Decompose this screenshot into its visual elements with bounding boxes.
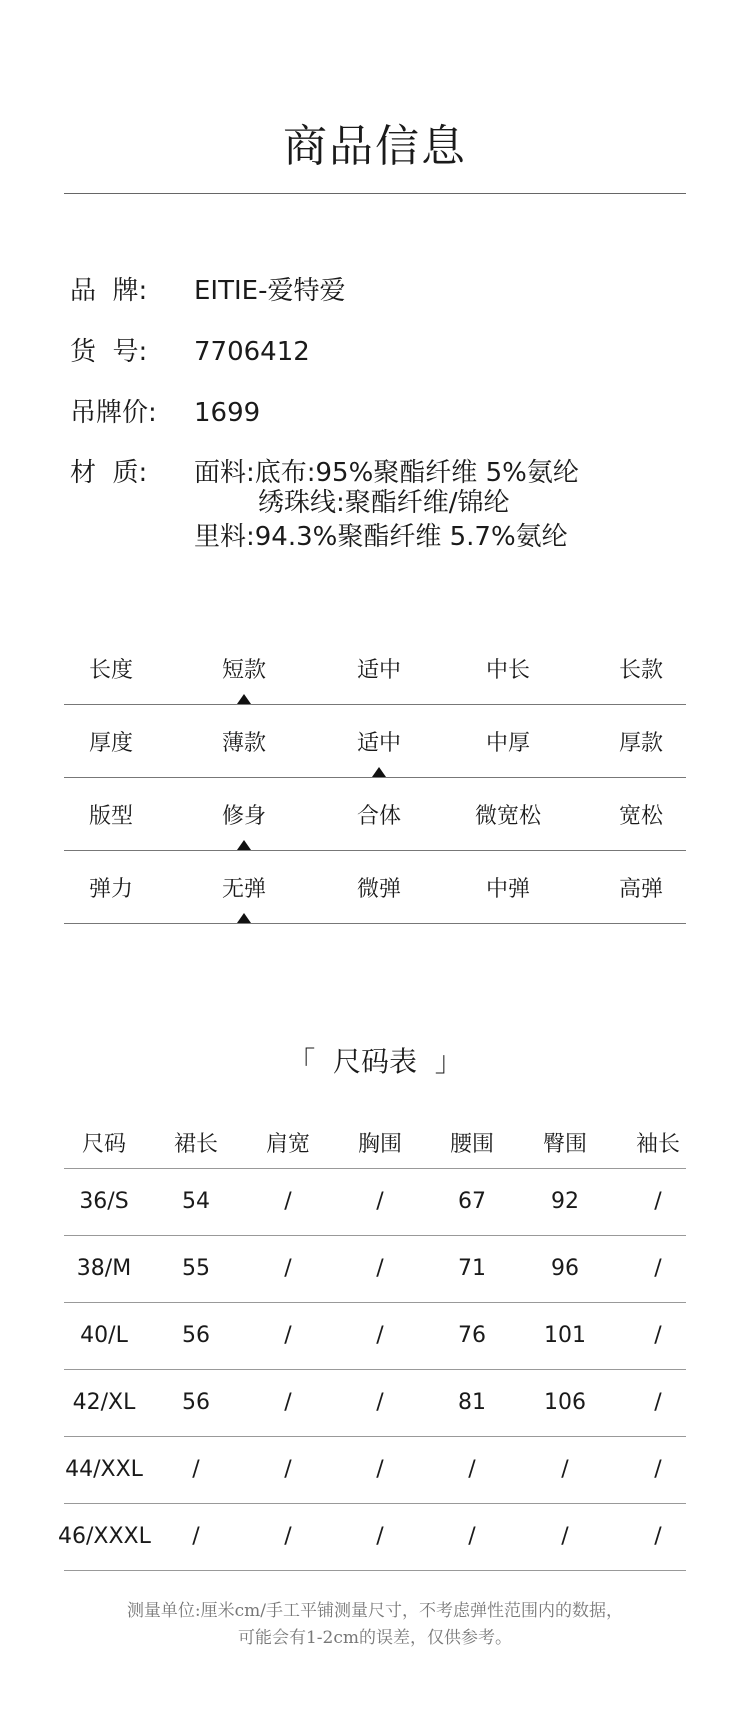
- table-cell: /: [376, 1323, 384, 1348]
- table-cell: 46/XXXL: [58, 1524, 151, 1549]
- table-cell: 56: [182, 1390, 210, 1415]
- size-header-cell: 袖长: [635, 1132, 680, 1157]
- table-row: [64, 1235, 686, 1303]
- table-cell: 36/S: [79, 1189, 129, 1214]
- table-cell: 55: [182, 1256, 210, 1281]
- table-cell: 76: [458, 1323, 486, 1348]
- attribute-option: 长款: [618, 658, 663, 683]
- selected-marker-icon: [237, 694, 251, 704]
- table-cell: /: [376, 1457, 384, 1482]
- price-label: 吊牌价:: [70, 398, 157, 428]
- brand-value: EITIE-爱特爱: [194, 276, 346, 306]
- attribute-option: 高弹: [618, 877, 663, 902]
- size-header-cell: 臀围: [542, 1132, 587, 1157]
- attribute-option: 中厚: [485, 731, 530, 756]
- attribute-row: [64, 704, 686, 778]
- table-cell: /: [284, 1189, 292, 1214]
- table-cell: /: [561, 1457, 569, 1482]
- table-cell: /: [654, 1323, 662, 1348]
- table-cell: /: [192, 1457, 200, 1482]
- attribute-label: 厚度: [88, 731, 133, 756]
- table-cell: 67: [458, 1189, 486, 1214]
- attribute-option: 修身: [221, 804, 266, 829]
- table-cell: 42/XL: [72, 1390, 136, 1415]
- attribute-option: 微宽松: [474, 804, 541, 829]
- title-divider: [64, 193, 686, 194]
- attribute-option: 中长: [485, 658, 530, 683]
- table-row: [58, 1503, 686, 1571]
- size-table-title: 「 尺码表 」: [287, 1045, 463, 1078]
- size-header-cell: 腰围: [449, 1132, 494, 1157]
- selected-marker-icon: [372, 767, 386, 777]
- attribute-option: 适中: [356, 731, 401, 756]
- table-row: [64, 1168, 686, 1236]
- sku-value: 7706412: [194, 337, 310, 367]
- measurement-note-line-2: 可能会有1-2cm的误差，仅供参考。: [237, 1628, 513, 1648]
- attribute-option: 薄款: [221, 731, 266, 756]
- attribute-row: [64, 777, 686, 851]
- table-cell: 54: [182, 1189, 210, 1214]
- table-cell: /: [654, 1390, 662, 1415]
- size-table-header: [64, 1127, 686, 1167]
- attribute-option: 合体: [356, 804, 401, 829]
- material-label: 材 质:: [70, 458, 148, 488]
- size-header-cell: 裙长: [173, 1132, 218, 1157]
- attribute-option: 中弹: [485, 877, 530, 902]
- table-row: [64, 1436, 686, 1504]
- table-cell: 96: [551, 1256, 579, 1281]
- table-cell: 101: [544, 1323, 586, 1348]
- material-line-2: 绣珠线:聚酯纤维/锦纶: [258, 488, 510, 518]
- table-cell: /: [561, 1524, 569, 1549]
- table-cell: /: [468, 1457, 476, 1482]
- table-cell: /: [376, 1256, 384, 1281]
- table-cell: /: [376, 1189, 384, 1214]
- selected-marker-icon: [237, 913, 251, 923]
- table-cell: /: [654, 1189, 662, 1214]
- table-cell: /: [376, 1524, 384, 1549]
- attribute-label: 版型: [88, 804, 133, 829]
- table-cell: 56: [182, 1323, 210, 1348]
- table-bottom-rule: [64, 1570, 686, 1571]
- size-header-cell: 肩宽: [265, 1132, 310, 1157]
- table-cell: 92: [551, 1189, 579, 1214]
- table-cell: /: [654, 1256, 662, 1281]
- table-cell: /: [284, 1256, 292, 1281]
- table-cell: 38/M: [76, 1256, 132, 1281]
- material-line-3: 里料:94.3%聚酯纤维 5.7%氨纶: [194, 522, 568, 552]
- price-value: 1699: [194, 398, 261, 428]
- selected-marker-icon: [237, 840, 251, 850]
- table-cell: /: [654, 1457, 662, 1482]
- table-cell: 106: [544, 1390, 586, 1415]
- attribute-option: 无弹: [221, 877, 266, 902]
- table-cell: 81: [458, 1390, 486, 1415]
- attribute-row: [64, 631, 686, 705]
- material-line-1: 面料:底布:95%聚酯纤维 5%氨纶: [194, 458, 579, 488]
- table-cell: 71: [458, 1256, 486, 1281]
- table-cell: 40/L: [80, 1323, 128, 1348]
- table-cell: /: [376, 1390, 384, 1415]
- brand-label: 品 牌:: [70, 276, 148, 306]
- attribute-label: 弹力: [88, 877, 133, 902]
- table-cell: /: [284, 1323, 292, 1348]
- size-header-cell: 尺码: [81, 1132, 126, 1157]
- table-cell: /: [468, 1524, 476, 1549]
- sku-label: 货 号:: [70, 337, 148, 367]
- attribute-row: [64, 850, 686, 924]
- table-cell: /: [284, 1524, 292, 1549]
- attribute-option: 短款: [221, 658, 266, 683]
- measurement-note-line-1: 测量单位:厘米cm/手工平铺测量尺寸，不考虑弹性范围内的数据，: [126, 1601, 624, 1621]
- table-cell: /: [192, 1524, 200, 1549]
- table-row: [64, 1302, 686, 1370]
- table-cell: /: [654, 1524, 662, 1549]
- attribute-option: 宽松: [618, 804, 663, 829]
- table-cell: /: [284, 1457, 292, 1482]
- table-cell: 44/XXL: [65, 1457, 143, 1482]
- table-cell: /: [284, 1390, 292, 1415]
- table-row: [64, 1369, 686, 1437]
- size-header-cell: 胸围: [357, 1132, 402, 1157]
- attribute-option: 适中: [356, 658, 401, 683]
- attribute-option: 厚款: [618, 731, 663, 756]
- page-title: 商品信息: [283, 121, 467, 172]
- attribute-option: 微弹: [356, 877, 401, 902]
- attribute-label: 长度: [88, 658, 133, 683]
